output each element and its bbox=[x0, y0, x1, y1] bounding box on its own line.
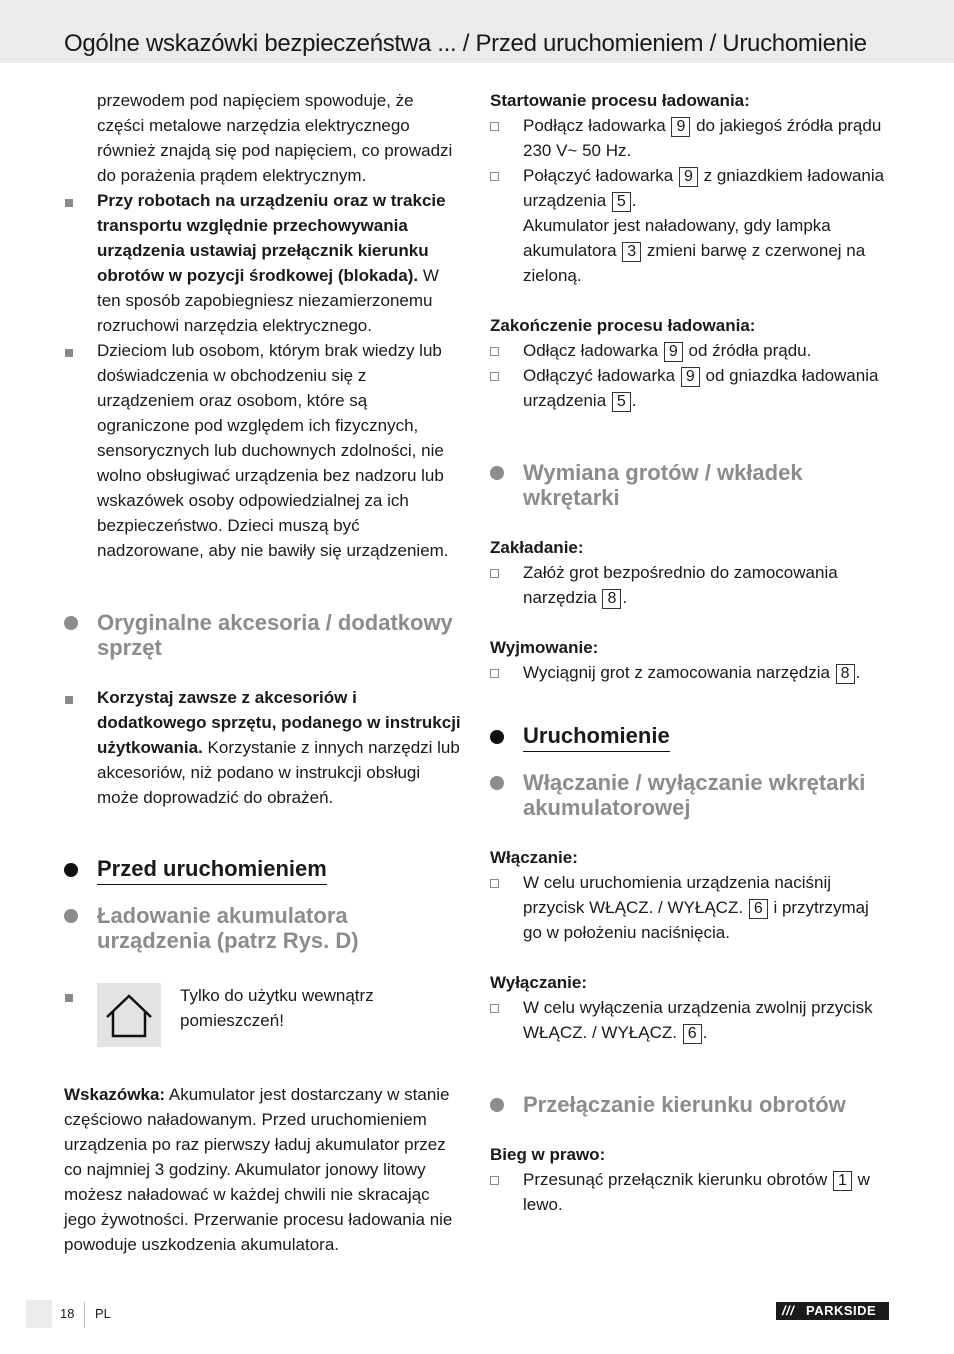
bullet-dot-icon bbox=[490, 730, 504, 744]
checkbox-icon bbox=[490, 347, 499, 356]
footer-marker bbox=[26, 1300, 52, 1328]
right-column bbox=[490, 88, 890, 1217]
bullet-item-accessories bbox=[64, 685, 464, 810]
section-heading-bits: Wymiana grotów / wkładek wkrętarki bbox=[490, 460, 890, 510]
footer-divider bbox=[84, 1302, 85, 1328]
checkbox-icon bbox=[490, 1176, 499, 1185]
part-number: 9 bbox=[679, 167, 698, 187]
checkbox-icon bbox=[490, 569, 499, 578]
checkbox-icon bbox=[490, 372, 499, 381]
checklist-item: Odłącz ładowarka 9 od źródła prądu. bbox=[490, 338, 890, 363]
checklist-item: W celu uruchomienia urządzenia naciśnij przycisk WŁĄCZ. / WYŁĄCZ. 6 i przytrzymaj go w położeniu naciśnięcia. bbox=[490, 870, 890, 945]
section-heading-direction: Przełączanie kierunku obrotów bbox=[490, 1092, 890, 1117]
part-number: 1 bbox=[833, 1171, 852, 1191]
page-header bbox=[0, 0, 954, 63]
checkbox-icon bbox=[490, 1004, 499, 1013]
part-number: 6 bbox=[749, 899, 768, 919]
indoor-use-text: Tylko do użytku wewnątrz pomieszczeń! bbox=[180, 986, 374, 1030]
section-heading-accessories: Oryginalne akcesoria / dodatkowy sprzęt bbox=[64, 610, 464, 660]
section-heading-charging: Ładowanie akumulatora urządzenia (patrz Rys. D) bbox=[64, 903, 464, 953]
bullet-item-children bbox=[64, 338, 464, 563]
subheading-forward: Bieg w prawo: bbox=[490, 1145, 606, 1164]
left-column bbox=[64, 88, 464, 1257]
bullet-dot-icon bbox=[490, 776, 504, 790]
part-number: 8 bbox=[836, 664, 855, 684]
checkbox-icon bbox=[490, 122, 499, 131]
section-heading-on-off: Włączanie / wyłączanie wkrętarki akumulatorowej bbox=[490, 770, 890, 820]
note-text: Akumulator jest dostarczany w stanie częściowo naładowanym. Przed uruchomieniem urządzenia po raz pierwszy ładuj akumulator przez co najmniej 3 godziny. Akumulator jonowy litowy możesz naładować w każdej chwili nie skracając jego żywotności. Przerwanie procesu ładowania nie powoduje uszkodzenia akumulatora. bbox=[64, 1085, 453, 1254]
bullet-dot-icon bbox=[64, 863, 78, 877]
indoor-use-item bbox=[64, 983, 464, 1049]
bullet-item-storage bbox=[64, 188, 464, 338]
checkbox-icon bbox=[490, 669, 499, 678]
section-heading-before-start: Przed uruchomieniem bbox=[64, 855, 464, 883]
part-number: 9 bbox=[664, 342, 683, 362]
part-number: 9 bbox=[681, 367, 700, 387]
bullet-bold-text: Przy robotach na urządzeniu oraz w trakcie transportu względnie przechowywania urządzenia ustawiaj przełącznik kierunku obrotów w pozycji środkowej (blokada). bbox=[97, 191, 446, 285]
brand-slashes: /// bbox=[782, 1303, 795, 1318]
subheading-end-charging: Zakończenie procesu ładowania: bbox=[490, 316, 756, 335]
checklist-item: Wyciągnij grot z zamocowania narzędzia 8 . bbox=[490, 660, 890, 685]
checkbox-icon bbox=[490, 879, 499, 888]
brand-name: PARKSIDE bbox=[806, 1303, 877, 1318]
bullet-dot-icon bbox=[490, 466, 504, 480]
part-number: 9 bbox=[671, 117, 690, 137]
checkbox-icon bbox=[490, 172, 499, 181]
checklist-item: Połączyć ładowarka 9 z gniazdkiem ładowania urządzenia 5 . Akumulator jest naładowany, gdy lampka akumulatora 3 zmieni barwę z czerwonej na zieloną. bbox=[490, 163, 890, 288]
subheading-switch-off: Wyłączanie: bbox=[490, 973, 588, 992]
note-label: Wskazówka: bbox=[64, 1085, 166, 1104]
bullet-dot-icon bbox=[490, 1098, 504, 1112]
bullet-text: W ten sposób zapobiegniesz niezamierzonemu rozruchowi narzędzia elektrycznego. bbox=[97, 266, 439, 335]
subheading-switch-on: Włączanie: bbox=[490, 848, 578, 867]
brand-logo bbox=[776, 1302, 889, 1320]
bullet-text: Korzystanie z innych narzędzi lub akcesoriów, niż podano w instrukcji obsługi może doprowadzić do obrażeń. bbox=[97, 738, 460, 807]
checklist-item: Odłączyć ładowarka 9 od gniazdka ładowania urządzenia 5 . bbox=[490, 363, 890, 413]
bullet-dot-icon bbox=[64, 909, 78, 923]
part-number: 6 bbox=[683, 1024, 702, 1044]
section-heading-startup: Uruchomienie bbox=[490, 722, 890, 750]
bullet-text: Dzieciom lub osobom, którym brak wiedzy lub doświadczenia w obchodzeniu się z urządzeniem oraz osobom, które są ograniczone pod względem ich fizycznych, sensorycznych lub duchownych zdolności, nie wolno obsługiwać urządzenia bez nadzoru lub wskazówek osoby odpowiedzialnej za ich bezpieczeństwo. Dzieci muszą być nadzorowane, aby nie bawiły się urządzeniem. bbox=[97, 341, 449, 560]
page-title: Ogólne wskazówki bezpieczeństwa ... / Przed uruchomieniem / Uruchomienie bbox=[64, 30, 867, 57]
paragraph-continuation: przewodem pod napięciem spowoduje, że części metalowe narzędzia elektrycznego również znajdą się pod napięciem, co prowadzi do porażenia prądem elektrycznym. bbox=[97, 91, 453, 185]
part-number: 5 bbox=[612, 192, 631, 212]
bullet-bold-text: Korzystaj zawsze z akcesoriów i dodatkowego sprzętu, podanego w instrukcji użytkowania. bbox=[97, 688, 461, 757]
checklist-item: Przesunąć przełącznik kierunku obrotów 1 w lewo. bbox=[490, 1167, 890, 1217]
page-number: 18 bbox=[60, 1306, 75, 1321]
house-icon bbox=[97, 983, 161, 1047]
bullet-dot-icon bbox=[64, 616, 78, 630]
checklist-item: Załóż grot bezpośrednio do zamocowania narzędzia 8 . bbox=[490, 560, 890, 610]
checklist-item: Podłącz ładowarka 9 do jakiegoś źródła prądu 230 V~ 50 Hz. bbox=[490, 113, 890, 163]
language-code: PL bbox=[95, 1306, 111, 1321]
subheading-remove: Wyjmowanie: bbox=[490, 638, 599, 657]
subheading-insert: Zakładanie: bbox=[490, 538, 584, 557]
note-paragraph bbox=[64, 1082, 464, 1257]
part-number: 5 bbox=[612, 392, 631, 412]
part-number: 8 bbox=[602, 589, 621, 609]
part-number: 3 bbox=[622, 242, 641, 262]
checklist-item: W celu wyłączenia urządzenia zwolnij przycisk WŁĄCZ. / WYŁĄCZ. 6 . bbox=[490, 995, 890, 1045]
subheading-start-charging: Startowanie procesu ładowania: bbox=[490, 91, 750, 110]
